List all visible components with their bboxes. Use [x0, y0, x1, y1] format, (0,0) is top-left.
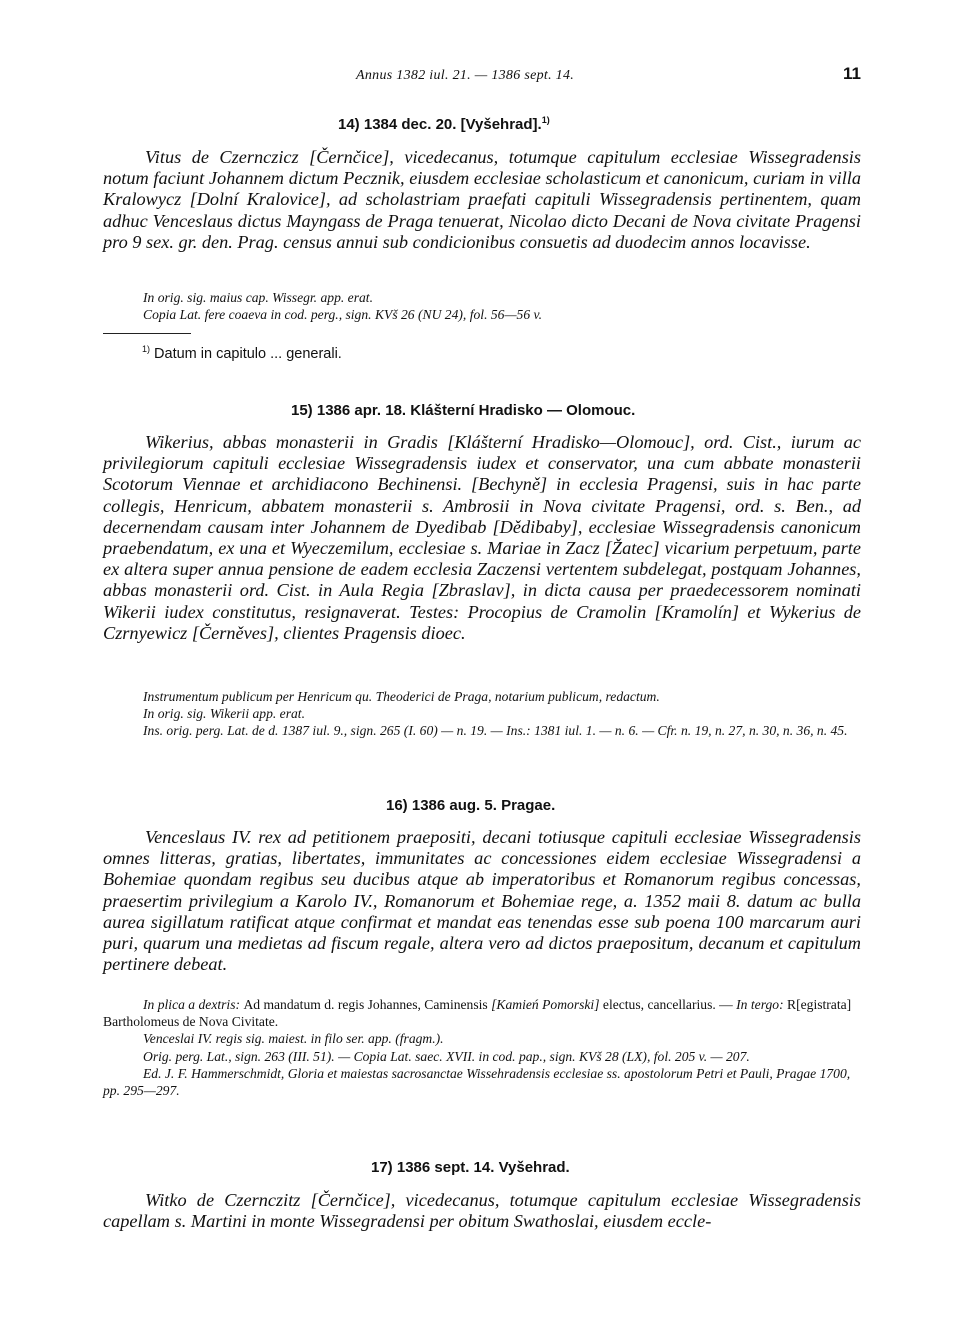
- doc-15-note-instrument: Instrumentum publicum per Henricum qu. Theoderici de Praga, notarium publicum, redactum.: [143, 689, 660, 704]
- doc-16-plica-text-2: electus, cancellarius. —: [602, 997, 733, 1012]
- footnote-1-text: Datum in capitulo ... generali.: [154, 346, 342, 362]
- doc-16-text: [103, 827, 861, 975]
- doc-15-paragraph: Wikerius, abbas monasterii in Gradis [Klášterní Hradisko—Olomouc], ord. Cist., iurum ac privilegiorum capituli ecclesiae Wissegradensis iudex et conservator, una cum abbate monasterii Scotorum Viennae et archidiacono Bechinensi. [Bechyně] in ecclesia Pragensi, suis in hac parte collegis, Henricum, abbatem monasterii s. Ambrosii in Nova civitate Pragensi, ord. s. Ben., ad decernendam causam inter Johannem de Dyedibab [Dědibaby], ecclesiae Wissegradensis canonicum praebendatum, ex una et Wyeczemilum, ecclesiae s. Mariae in Zacz [Žatec] vicarium perpetuum, parte ex altera super annua pensione de eadem ecclesia Zaczensi vertentem subdelegat, postquam Johannes, abbas monasterii ord. Cist. in Aula Regia [Zbraslav], in dicta causa per praedecessorem nominati Wikerii iudex constitutus, resignaverat. Testes: Procopius de Cramolin [Kramolín] et Wykerius de Czrnyewicz [Černěves], clientes Pragensis dioec.: [103, 432, 861, 643]
- doc-16-note-orig: Orig. perg. Lat., sign. 263 (III. 51). — Copia Lat. saec. XVII. in cod. pap., sign. KVš 28 (LX), fol. 205 v. — 207.: [143, 1048, 750, 1064]
- doc-14-paragraph: Vitus de Czernczicz [Černčice], vicedecanus, totumque capitulum ecclesiae Wissegradensis notum faciunt Johannem dictum Pecznik, eiusdem ecclesiae scholasticum et canonicum, curiam in villa Kralowycz [Dolní Kralovice], ad scholastriam praefati capituli Wissegradensis pertinentem, quam adhuc Venceslaus dictus Mayngass de Praga tenuerat, Nicolao dicto Decani de Nova civitate Pragensi pro 9 sex. gr. den. Prag. census annui sub condicionibus consuetis ad duodecim annos locavisse.: [103, 147, 861, 252]
- page-number: 11: [843, 64, 861, 83]
- doc-14-notes: [103, 289, 861, 323]
- running-head: Annus 1382 iul. 21. — 1386 sept. 14.: [356, 68, 575, 83]
- doc-16-plica-place: [Kamień Pomorski]: [491, 997, 600, 1012]
- doc-16-plica-label: In plica a dextris:: [143, 997, 241, 1012]
- doc-15-heading: 15) 1386 apr. 18. Klášterní Hradisko — Olomouc.: [291, 402, 636, 419]
- doc-16-tergo-label: In tergo:: [736, 997, 784, 1012]
- doc-16-heading: 16) 1386 aug. 5. Pragae.: [386, 797, 556, 814]
- doc-15-note-insert: Ins. orig. perg. Lat. de d. 1387 iul. 9., sign. 265 (I. 60) — n. 19. — Ins.: 1381 iul. 1. — n. 6. — Cfr. n. 19, n. 27, n. 30, n. 36, n. 45.: [143, 723, 848, 739]
- doc-14-note-seal: In orig. sig. maius cap. Wissegr. app. erat.: [143, 290, 373, 305]
- doc-17-text: [103, 1190, 861, 1232]
- doc-16-note-edition: Ed. J. F. Hammerschmidt, Gloria et maiestas sacrosanctae Wissehradensis ecclesiae ss. apostolorum Petri et Pauli, Pragae 1700, pp. 295—297.: [103, 1065, 851, 1099]
- doc-15-notes: [103, 688, 861, 740]
- doc-17-paragraph: Witko de Czernczitz [Černčice], vicedecanus, totumque capitulum ecclesiae Wissegradensis capellam s. Martini in monte Wissegradensi per obitum Swathoslai, eiusdem eccle-: [103, 1190, 861, 1232]
- doc-14-heading: [338, 116, 550, 133]
- footnote-1-mark: 1): [142, 344, 151, 355]
- doc-16-paragraph: Venceslaus IV. rex ad petitionem praepositi, decani totiusque capituli ecclesiae Wissegradensis omnes litteras, gratias, libertates, immunitates ac concessiones eidem ecclesiae Wissegradensi a Bohemiae quondam regibus seu ducibus atque ab imperatoribus et Romanorum regibus concessas, praesertim privilegium a Karolo IV., Romanorum et Bohemiae rege, a. 1352 maii 8. datum ac bulla aurea sigillatum ratificat atque confirmat et mandat eas tenendas esse sub poena 100 marcarum auri puri, quarum una medietas ad fiscum regale, altera vero ad dictos praepositum, decanum et capitulum pertinere debeat.: [103, 827, 861, 975]
- doc-16-plica-text-1: Ad mandatum d. regis Johannes, Caminensis: [243, 997, 488, 1012]
- doc-15-note-seal: In orig. sig. Wikerii app. erat.: [143, 706, 305, 722]
- doc-16-notes: [103, 996, 861, 1099]
- doc-16-note-seal: Venceslai IV. regis sig. maiest. in filo ser. app. (fragm.).: [143, 1031, 444, 1047]
- footnote-1: [142, 346, 342, 362]
- doc-14-note-copy: Copia Lat. fere coaeva in cod. perg., sign. KVš 26 (NU 24), fol. 56—56 v.: [143, 307, 542, 323]
- doc-16-tergo-text: R[egistrata] Bartholomeus de Nova Civitate.: [103, 997, 852, 1030]
- doc-14-text: [103, 147, 861, 253]
- footnote-rule: [103, 333, 191, 334]
- doc-14-heading-footnote-mark: 1): [541, 115, 550, 125]
- doc-14-heading-text: 14) 1384 dec. 20. [Vyšehrad].: [338, 116, 542, 133]
- doc-17-heading: 17) 1386 sept. 14. Vyšehrad.: [371, 1159, 570, 1176]
- doc-15-text: [103, 432, 861, 644]
- doc-16-note-plica: [103, 996, 861, 1030]
